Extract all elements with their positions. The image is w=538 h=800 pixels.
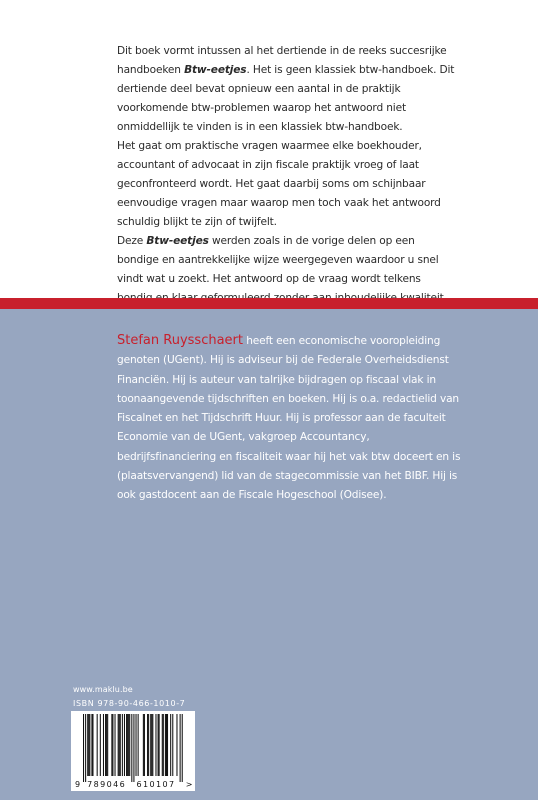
barcode-first-digit: 9 xyxy=(75,780,82,789)
author-bio xyxy=(117,331,462,506)
book-blurb xyxy=(117,42,457,327)
barcode-bar xyxy=(111,714,112,776)
barcode-bar xyxy=(163,714,164,776)
barcode-bar xyxy=(151,714,152,776)
series-title: Btw-eetjes xyxy=(184,64,247,76)
barcode-bar xyxy=(124,714,125,776)
barcode-bar xyxy=(97,714,98,776)
barcode-bar xyxy=(115,714,116,776)
series-title: Btw-eetjes xyxy=(146,235,209,247)
author-name: Stefan Ruysschaert xyxy=(117,333,243,348)
barcode-quiet-zone-mark: > xyxy=(185,780,194,789)
publisher-website[interactable]: www.maklu.be xyxy=(73,685,133,694)
bottom-section xyxy=(0,309,538,800)
barcode-bar xyxy=(152,714,153,776)
barcode-bar xyxy=(155,714,156,776)
barcode-bar xyxy=(105,714,106,776)
barcode-bar xyxy=(92,714,93,776)
barcode-bar xyxy=(176,714,177,776)
barcode-bar xyxy=(107,714,108,776)
barcode-bar xyxy=(158,714,159,776)
barcode-bar xyxy=(112,714,113,776)
blurb-paragraph-1: Dit boek vormt intussen al het dertiende in de reeks succesrijke handboeken Btw-eetjes. Het is geen klassiek btw-handboek. Dit dertiende deel bevat opnieuw een aantal in de praktijk voorkomende btw-problemen waarop het antwoord niet onmiddellijk te vinden is in een klassiek btw-handboek. xyxy=(117,45,455,133)
barcode-bar xyxy=(103,714,104,776)
barcode-bar xyxy=(119,714,120,776)
barcode-bar xyxy=(100,714,101,776)
blurb-paragraph-3: Deze Btw-eetjes werden zoals in de vorige delen op een bondige en aantrekkelijke wijze weergegeven waardoor u snel vindt wat u zoekt. Het antwoord op de vraag wordt telkens xyxy=(117,235,439,285)
isbn-number: ISBN 978-90-466-1010-7 xyxy=(73,699,186,708)
barcode xyxy=(71,711,195,791)
barcode-bar xyxy=(170,714,171,776)
barcode-bar xyxy=(166,714,167,776)
barcode-bar xyxy=(172,714,173,776)
barcode-bar xyxy=(83,714,84,782)
barcode-bar xyxy=(131,714,132,782)
barcode-bar xyxy=(85,714,86,782)
red-divider-bar xyxy=(0,298,538,309)
barcode-graphic xyxy=(71,711,195,791)
barcode-bar xyxy=(133,714,134,782)
barcode-bar xyxy=(106,714,107,776)
barcode-bar xyxy=(180,714,181,782)
barcode-bar xyxy=(87,714,88,776)
barcode-bar xyxy=(118,714,119,776)
barcode-bar xyxy=(126,714,127,776)
barcode-left-digits: 789046 xyxy=(87,780,127,789)
barcode-bar xyxy=(129,714,130,776)
barcode-bar xyxy=(91,714,92,776)
barcode-bar xyxy=(165,714,166,776)
top-section xyxy=(0,0,538,298)
barcode-bar xyxy=(120,714,121,776)
barcode-bar xyxy=(88,714,89,776)
barcode-bar xyxy=(143,714,144,776)
barcode-bar xyxy=(147,714,148,776)
barcode-bar xyxy=(144,714,145,776)
author-bio-text: heeft een economische vooropleiding genoten (UGent). Hij is adviseur bij de Federale Overheidsdienst Financiën. Hij is auteur van talrijke bijdragen op fiscaal vlak in toonaangevende tijdschriften en boeken. Hij is o.a. redactielid van Fiscalnet en het Tijdschrift Huur. Hij is professor aan de faculteit Economie van de UGent, vakgroep Accountancy, bedrijfsfinanciering en fiscaliteit waar hij het vak btw doceert en is (plaatsvervangend) lid van de stagecommissie van het BIBF. Hij is ook gastdocent aan de Fiscale Hogeschool (Odisee). xyxy=(117,335,461,502)
barcode-bar xyxy=(127,714,128,776)
barcode-bar xyxy=(89,714,90,776)
barcode-bar xyxy=(159,714,160,776)
barcode-bar xyxy=(167,714,168,776)
barcode-bar xyxy=(128,714,129,776)
barcode-bar xyxy=(136,714,137,776)
barcode-bar xyxy=(182,714,183,782)
blurb-paragraph-2: Het gaat om praktische vragen waarmee elke boekhouder, accountant of advocaat in zijn fiscale praktijk vroeg of laat geconfronteerd wordt. Het gaat daarbij soms om schijnbaar eenvoudige vragen maar waarop men toch vaak het antwoord schuldig blijkt te zijn of twijfelt. xyxy=(117,140,441,228)
barcode-bar xyxy=(122,714,123,776)
barcode-bar xyxy=(148,714,149,776)
barcode-bar xyxy=(150,714,151,776)
barcode-bar xyxy=(162,714,163,776)
barcode-bar xyxy=(138,714,139,776)
barcode-right-digits: 610107 xyxy=(136,780,176,789)
